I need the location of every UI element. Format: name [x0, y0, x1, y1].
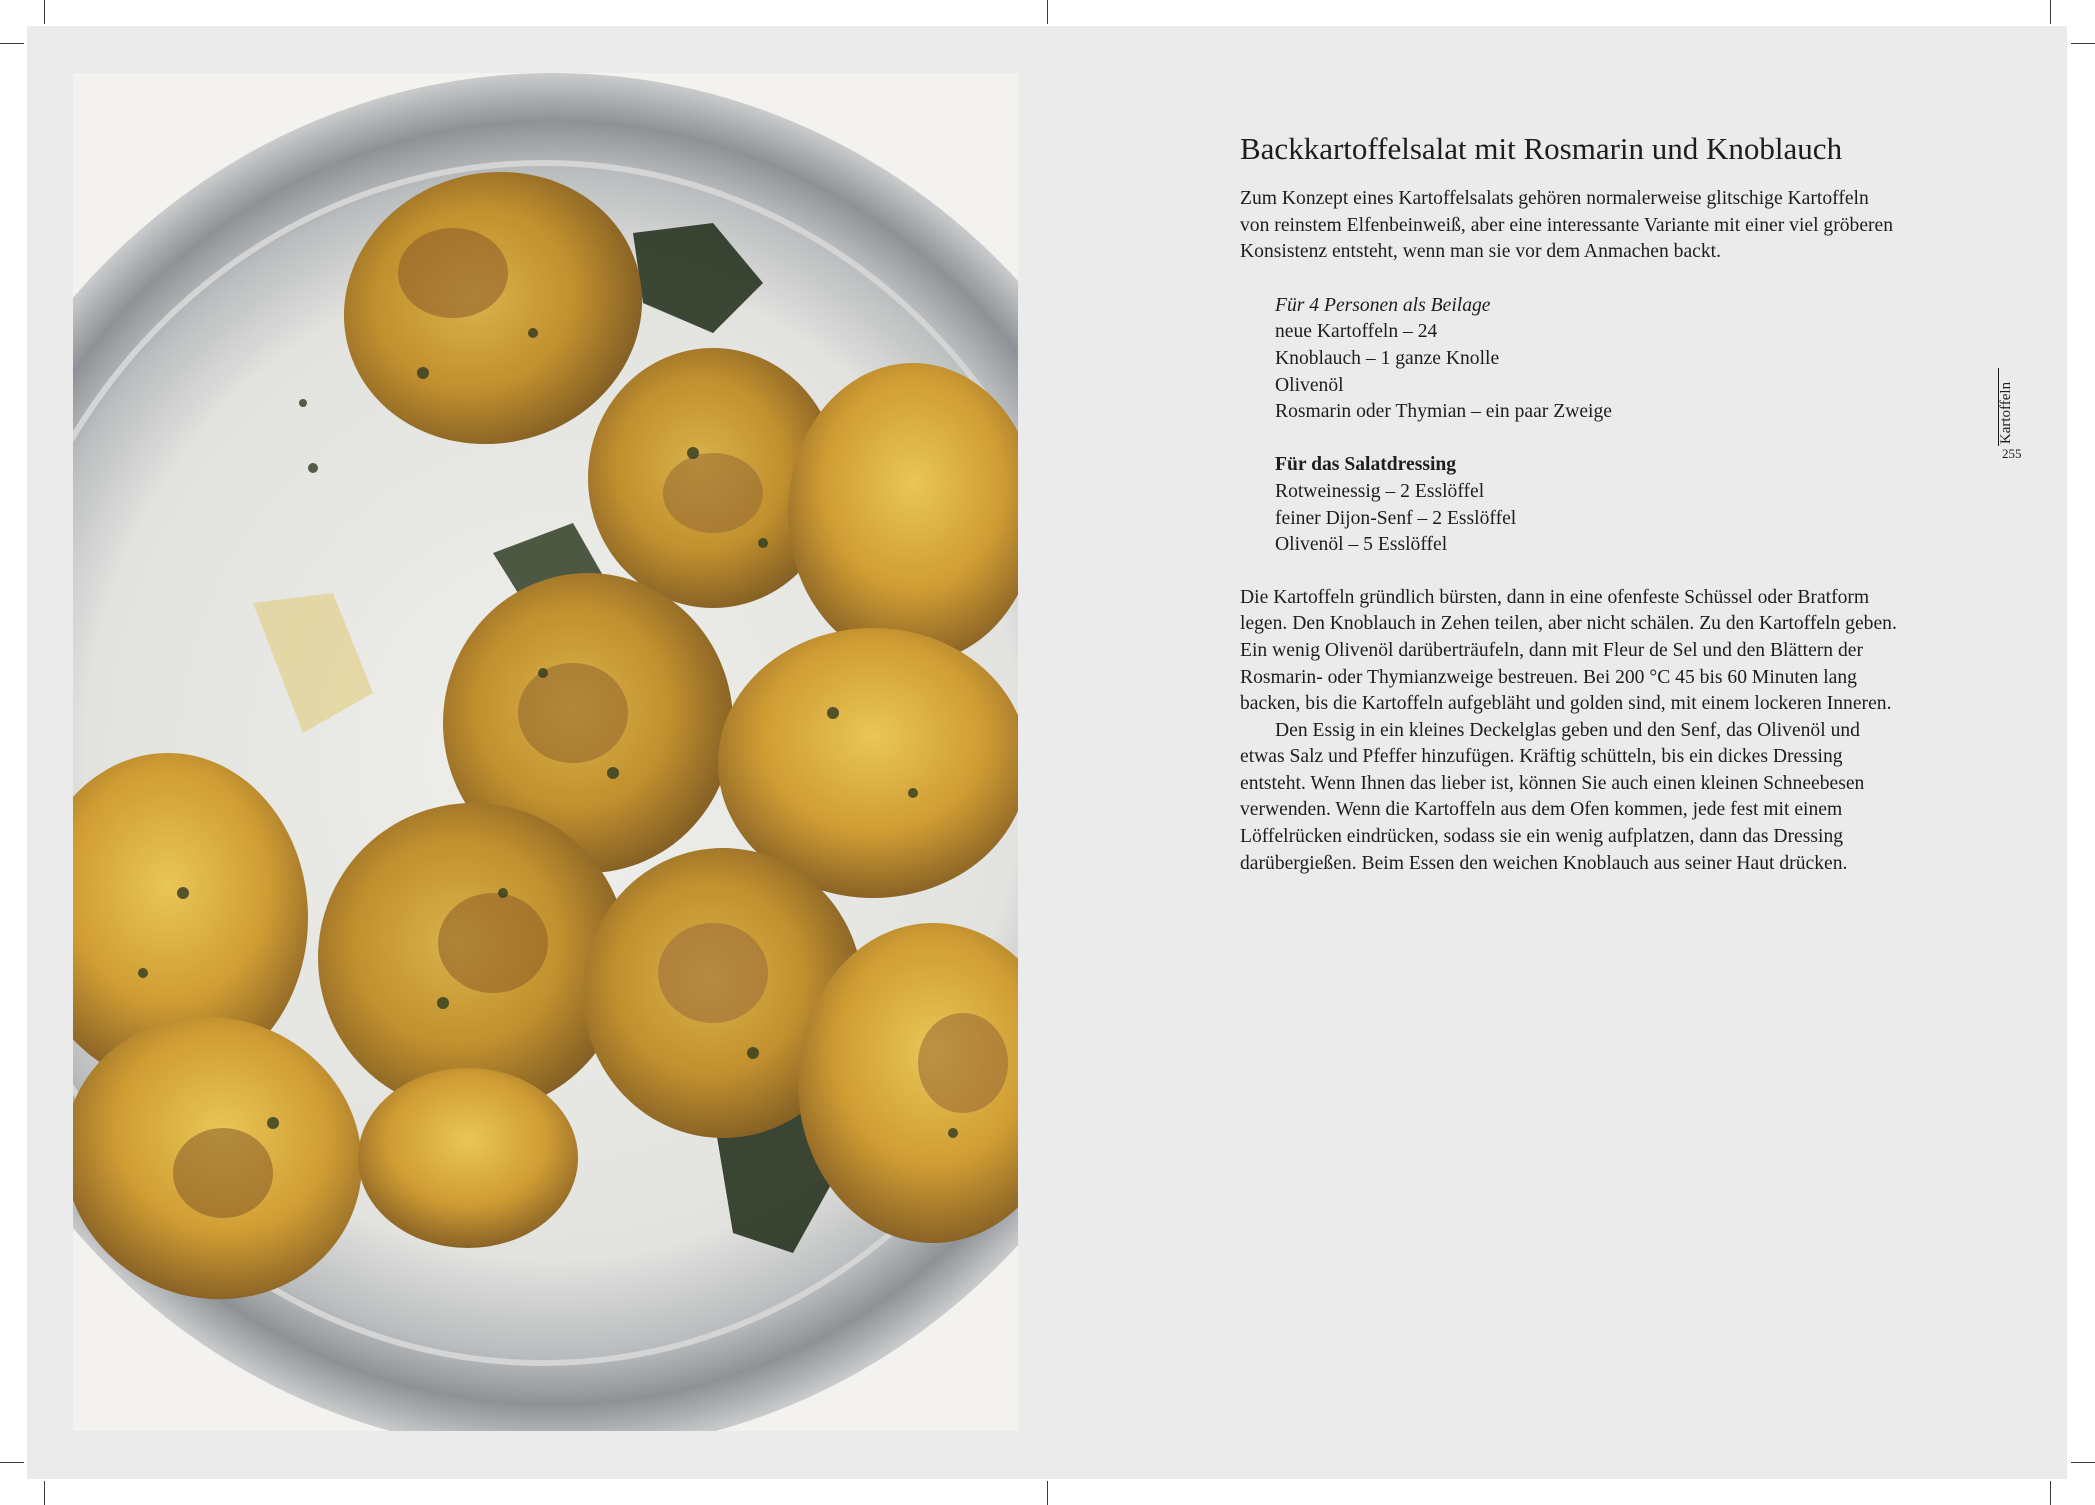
crop-mark	[0, 43, 24, 44]
crop-mark	[44, 1481, 45, 1505]
dressing-item: Olivenöl – 5 Esslöffel	[1275, 534, 1448, 556]
crop-mark	[2071, 43, 2095, 44]
servings-note: Für 4 Personen als Beilage	[1275, 294, 1491, 316]
recipe-column	[1240, 130, 1900, 877]
ingredient-item: Olivenöl	[1275, 374, 1344, 396]
dressing-heading: Für das Salatdressing	[1275, 454, 1457, 476]
method-paragraph: Den Essig in ein kleines Deckelglas geben und den Senf, das Olivenöl und etwas Salz und Pfeffer hinzufügen. Kräftig schütteln, bis ein dickes Dressing entsteht. Wenn Ihnen das lieber ist, können Sie auch einen kleinen Schneebesen verwenden. Wenn die Kartoffeln aus dem Ofen kommen, jede fest mit einem Löffelrücken eindrücken, sodass sie ein wenig aufplatzen, dann das Dressing darübergießen. Beim Essen den weichen Knoblauch aus seiner Haut drücken.	[1240, 719, 1865, 874]
crop-mark	[2050, 1481, 2051, 1505]
ingredient-list	[1240, 293, 1900, 559]
ingredient-item: neue Kartoffeln – 24	[1275, 321, 1438, 343]
method-paragraph: Die Kartoffeln gründlich bürsten, dann in eine ofenfeste Schüssel oder Bratform legen. Den Knoblauch in Zehen teilen, aber nicht schälen. Zu den Kartoffeln geben. Ein wenig Olivenöl darüberträufeln, dann mit Fleur de Sel und den Blättern der Rosmarin- oder Thymianzweige bestreuen. Bei 200 °C 45 bis 60 Minuten lang backen, bis die Kartoffeln aufgebläht und golden sind, mit einem lockeren Inneren.	[1240, 586, 1897, 715]
recipe-intro: Zum Konzept eines Kartoffelsalats gehören normalerweise glitschige Kartoffeln von reinstem Elfenbeinweiß, aber eine interessante Variante mit einer viel gröberen Konsistenz entsteht, wenn man sie vor dem Anmachen backt.	[1240, 188, 1894, 263]
crop-mark	[1047, 0, 1048, 24]
method-text	[1240, 585, 1900, 878]
roasted-potatoes-photo	[73, 73, 1018, 1431]
recipe-title: Backkartoffelsalat mit Rosmarin und Knoblauch	[1240, 131, 1843, 166]
crop-mark	[1047, 1481, 1048, 1505]
section-label: Kartoffeln	[1998, 381, 2014, 445]
dressing-item: feiner Dijon-Senf – 2 Esslöffel	[1275, 507, 1517, 529]
crop-mark	[0, 1462, 24, 1463]
dressing-item: Rotweinessig – 2 Esslöffel	[1275, 480, 1485, 502]
crop-mark	[44, 0, 45, 24]
crop-mark	[2050, 0, 2051, 24]
running-head	[1998, 368, 2028, 458]
page-number: 255	[2002, 446, 2022, 461]
crop-mark	[2071, 1462, 2095, 1463]
ingredient-item: Rosmarin oder Thymian – ein paar Zweige	[1275, 401, 1612, 423]
ingredient-item: Knoblauch – 1 ganze Knolle	[1275, 347, 1500, 369]
